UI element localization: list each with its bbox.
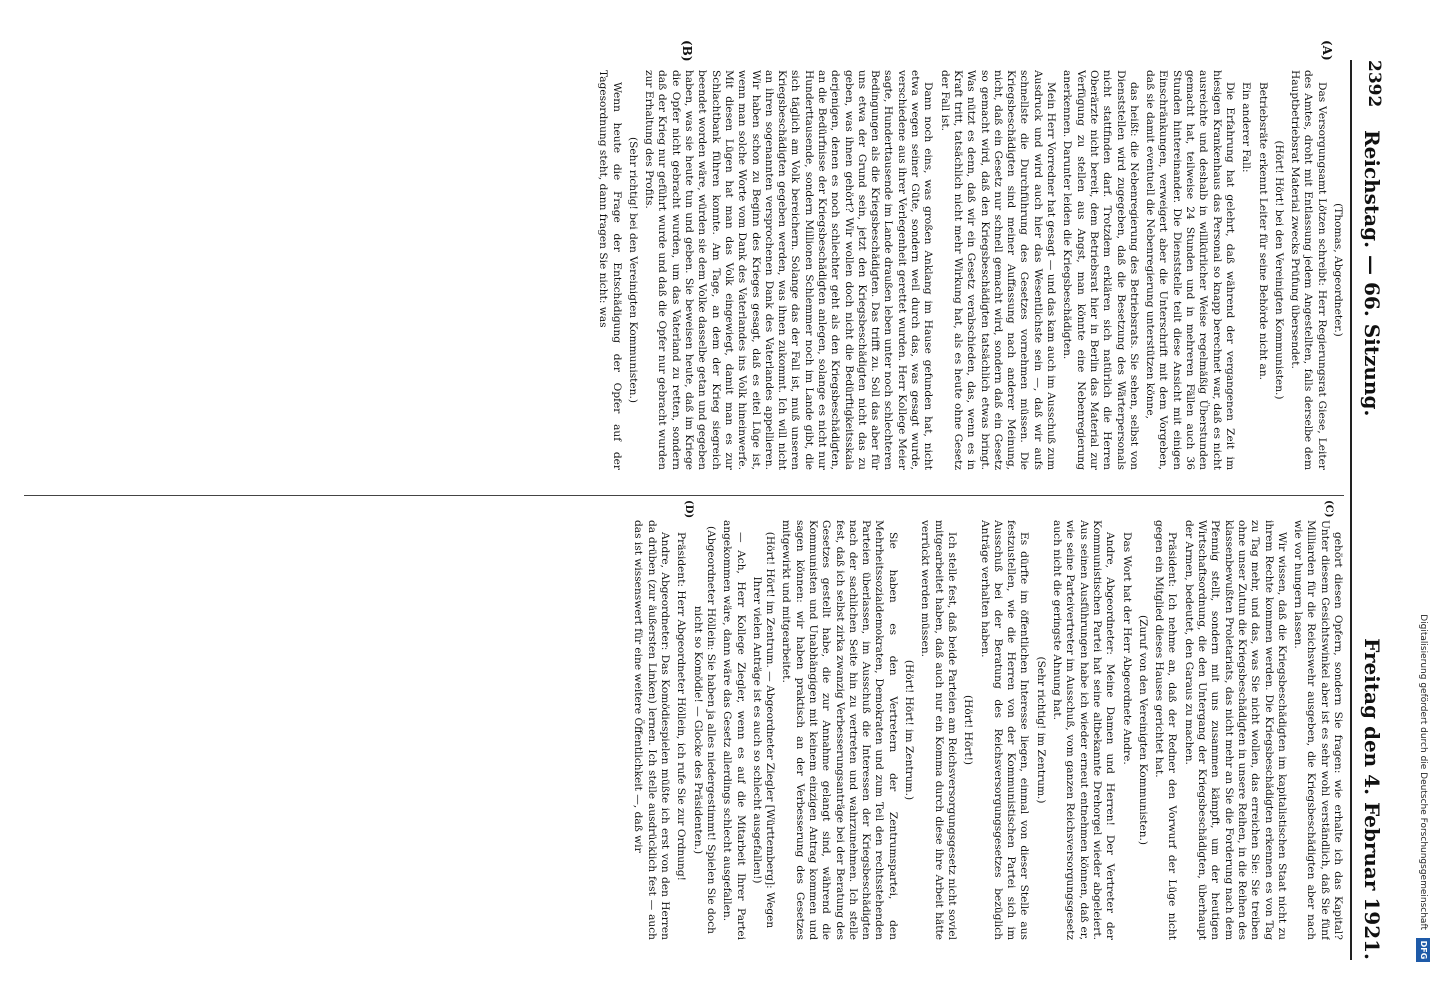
- right-column-paragraph: Das Wort hat der Herr Abgeordnete Andre.: [1120, 532, 1133, 765]
- right-column-paragraph: Sie haben es den Vertretern der Zentrumspartei, den Mehrheitssozialdemokraten, Demokraten und zum Teil den rechtsstehenden Parteien überlassen, im Ausschuß die Interessen der Kriegsbeschädigten nach der sachlichen Seite hin zu vertreten und wahrzunehmen. Ich stelle fest, daß ich selbst zirka zwanzig Verbesserungsanträge bei der Beratung des Gesetzes gestellt habe, die zur Annahme gelangt sind, während die Kommunisten und Unabhängigen mit keinem einzigen Antrag kommen und sagen können: wir haben praktisch an der Verbesserung des Gesetzes mitgewirkt und mitgearbeitet.: [780, 520, 899, 940]
- left-column-paragraph: (Sehr richtig! bei den Vereinigten Kommunisten.): [626, 136, 639, 404]
- right-column-paragraph: (Zuruf von den Vereinigten Kommunisten.): [1136, 614, 1149, 846]
- left-column-paragraph: Das Versorgungsamt Lötzen schreibt: Herr Regierungsrat Giese, Leiter des Amtes, droht mit Entlassung jedem Angestellten, falls derselbe dem Hauptbetriebsrat Material zwecks Prüfung übersendet.: [1289, 70, 1328, 470]
- left-column-paragraph: das heißt: die Nebenregierung des Betriebsrats. Sie sehen, selbst von Dienststellen wird zugegeben, daß die Besetzung des Wärterpersonals nicht stattfinden darf. Trotzdem erklären sich natürlich die Herren Oberärzte nicht bereit, dem Betriebsrat hier in Berlin das Material zur Verfügung zu stellen aus Angst, man könnte eine Nebenregierung anerkennen. Darunter leiden die Kriegsbeschädigten.: [1061, 70, 1140, 470]
- right-column-paragraph: gehört diesen Opfern, sondern Sie fragen: wie erhalte ich das Kapital? Unter diesem Gesichtswinkel aber ist es sehr wohl verständlich, daß Sie fünf Milliarden für die Reichswehr ausgeben, die Kriegsbeschädigten aber nach wie vor hungern lassen.: [1292, 520, 1344, 940]
- right-column: [24, 520, 1344, 940]
- marker-c: (C): [1323, 500, 1334, 518]
- header-left-title: Reichstag. — 66. Sitzung.: [1360, 130, 1384, 417]
- page-header: [1352, 60, 1392, 960]
- right-column-paragraph: — Ach, Herr Kollege Ziegler, wenn es auf die Mitarbeit Ihrer Partei angekommen wäre, dann wäre das Gesetz allerdings schlecht ausgefallen.: [721, 520, 747, 940]
- right-column-paragraph: (Sehr richtig! im Zentrum.): [1034, 656, 1047, 804]
- right-column-paragraph: Ich stelle fest, daß beide Parteien am Reichsversorgungsgesetz nicht soviel mitgearbeitet haben, daß auch nur ein Komma durch diese ihre Arbeit hätte verrückt werden müssen.: [919, 520, 958, 940]
- right-column-paragraph: Präsident: Herr Abgeordneter Höllein, ich rufe Sie zur Ordnung!: [675, 532, 688, 881]
- right-column-paragraph: (Abgeordneter Höllein: Sie haben ja alles niedergestimmt! Spielen Sie doch nicht so Komödie! — Glocke des Präsidenten.): [691, 526, 717, 934]
- dfg-logo: DFG: [1416, 938, 1430, 962]
- right-column-paragraph: Andre, Abgeordneter: Das Komödiespielen müßte ich erst von den Herren da drüben (zur äußersten Linken) lernen. Ich stelle ausdrücklich fest — auch das ist wissenswert für eine weitere Öffentlichkeit —, daß wir: [632, 520, 672, 940]
- right-column-paragraph: (Hört! Hört! im Zentrum.): [903, 659, 916, 801]
- left-column-paragraph: Betriebsräte erkennt Leiter für seine Behörde nicht an.: [1256, 82, 1269, 381]
- right-column-paragraph: (Hört! Hört! im Zentrum. — Abgeordneter Ziegler [Württemberg]: Wegen Ihrer vielen Anträge ist es auch so schlecht ausgefallen!): [750, 531, 777, 929]
- left-column-paragraph: Wenn heute die Frage der Entschädigung der Opfer auf der Tagesordnung steht, dann fragen Sie nicht: was: [597, 70, 623, 470]
- marker-a: (A): [1320, 40, 1334, 61]
- right-column-paragraph: Es dürfte im öffentlichen Interesse liegen, einmal von dieser Stelle aus festzustellen, wie die Herren von der Kommunistischen Partei sich im Ausschuß bei der Beratung des Reichsversorgungsgesetzes bezüglich Anträge verhalten haben.: [978, 520, 1031, 940]
- marker-b: (B): [680, 40, 694, 62]
- left-column-paragraph: Ein anderer Fall:: [1240, 82, 1253, 173]
- left-column: [24, 70, 1344, 470]
- right-column-paragraph: (Hört! Hört!): [962, 694, 975, 766]
- right-column-paragraph: Andre, Abgeordneter: Meine Damen und Herren! Der Vertreter der Kommunistischen Partei hat seine altbekannte Drehorgel wieder abgeleiert. Aus seinen Ausführungen habe ich wieder erneut entnehmen können, daß er, wie seine Parteivertreter im Ausschuß, vom ganzen Reichsversorgungsgesetz auch nicht die geringste Ahnung hat.: [1051, 520, 1117, 940]
- left-column-paragraph: Die Erfahrung hat gelehrt, daß während der vergangenen Zeit im hiesigen Krankenhaus das Personal so knapp berechnet war, daß es nicht ausreichte und deshalb in willkürlicher Weise regelmäßig Überstunden gemacht hat, teilweise 24 Stunden und in mehreren Fällen auch 36 Stunden hintereinander. Die Dienststelle teilt diese Ansicht mit einigen Einschränkungen, verweigert aber die Unterschrift mit dem Vorgeben, daß sie damit eventuell die Nebenregierung unterstützen könne,: [1144, 70, 1236, 470]
- left-column-paragraph: (Thomas, Abgeordneter.): [1332, 203, 1344, 337]
- left-column-paragraph: Dann noch eins, was großen Anklang im Hause gefunden hat, nicht etwa wegen seiner Güte, sondern weil durch das, was gesagt wurde, verschiedene aus ihrer Verlegenheit gerettet wurden. Herr Kollege Meier sagte, Hunderttausende im Lande draußen leben unter noch schlechteren Bedingungen als die Kriegsbeschädigten. Das trifft zu. Soll das aber für uns etwa der Grund sein, jetzt den Kriegsbeschädigten nicht das zu geben, was ihnen gehört? Wir wollen doch nicht die Bedürftigkeitsskala derjenigen, denen es noch schlechter geht als den Kriegsbeschädigten, an die Bedürfnisse der Kriegsbeschädigten anlegen, solange es nicht nur Hunderttausende, sondern Millionen Schlemmer noch im Lande gibt, die sich täglich am Volk bereichern. Solange das der Fall ist, muß unseren Kriegsbeschädigten gegeben werden, was ihnen zukommt. Ich will nicht an ihren sogenannten versprochenen Dank des Vaterlandes appellieren. Wir haben schon zu Beginn des Krieges gesagt, daß es eitel Lüge ist, wenn man solche Worte vom Dank des Vaterlandes ins Volk hineinwerfe. Mit diesen Lügen hat man das Volk eingewiegt, damit man es zur Schlachtbank führen konnte. Am Tage, an dem der Krieg siegreich beendet worden wäre, würden sie dem Volke dasselbe getan und gegeben haben, was sie heute tun und geben. Sie beweisen heute, daß im Kriege die Opfer nicht gebracht wurden, um das Vaterland zu retten, sondern daß der Krieg nur geführt wurde und daß die Opfer nur gebracht wurden zur Erhaltung des Profits.: [643, 70, 935, 470]
- right-column-paragraph: Wir wissen, daß die Kriegsbeschädigten im kapitalistischen Staat nicht zu ihrem Rechte kommen werden. Die Kriegsbeschädigten erkennen es von Tag zu Tag mehr, und das, was Sie nicht wollen, das erreichen Sie: Sie treiben ohne unser Zutun die Kriegsbeschädigten in unsere Reihen, in die Reihen des klassenbewußten Proletariats, das nicht mehr an Sie die Forderung nach dem Pfennig stellt, sondern mit uns zusammen kämpft, um der heutigen Wirtschaftsordnung, die den Untergang der Kriegsbeschädigten, überhaupt der Armen, bedeutet, den Garaus zu machen.: [1182, 520, 1288, 940]
- page-number: 2392: [1364, 60, 1384, 108]
- left-column-paragraph: (Hört! Hört! bei den Vereinigten Kommunisten.): [1272, 140, 1285, 400]
- header-rule: [1350, 60, 1352, 960]
- digitization-strip: [1400, 0, 1434, 1000]
- left-column-paragraph: Mein Herr Vorredner hat gesagt — und das kam auch im Ausschuß zum Ausdruck und wird auch hier das Wesentlichste sein —, daß wir aufs schnellste die Durchführung des Gesetzes vornehmen müssen. Die Kriegsbeschädigten sind meiner Auffassung nach anderer Meinung, nicht, daß ein Gesetz nur schnell gemacht wird, sondern daß ein Gesetz so gemacht wird, daß den Kriegsbeschädigten tatsächlich etwas bringt. Was nützt es denn, daß wir ein Gesetz verabschieden, das, wenn es in Kraft tritt, tatsächlich nicht mehr Wirkung hat, als es heute ohne Gesetz der Fall ist.: [938, 70, 1058, 470]
- right-column-paragraph: Präsident: Ich nehme an, daß der Redner den Vorwurf der Lüge nicht gegen ein Mitglied dieses Hauses gerichtet hat.: [1153, 520, 1179, 940]
- column-divider: [24, 495, 1344, 496]
- marker-d: (D): [683, 500, 694, 519]
- header-right-title: Freitag den 4. Februar 1921.: [1360, 638, 1384, 960]
- digitization-note: Digitalisierung gefördert durch die Deutsche Forschungsgemeinschaft: [1418, 614, 1428, 930]
